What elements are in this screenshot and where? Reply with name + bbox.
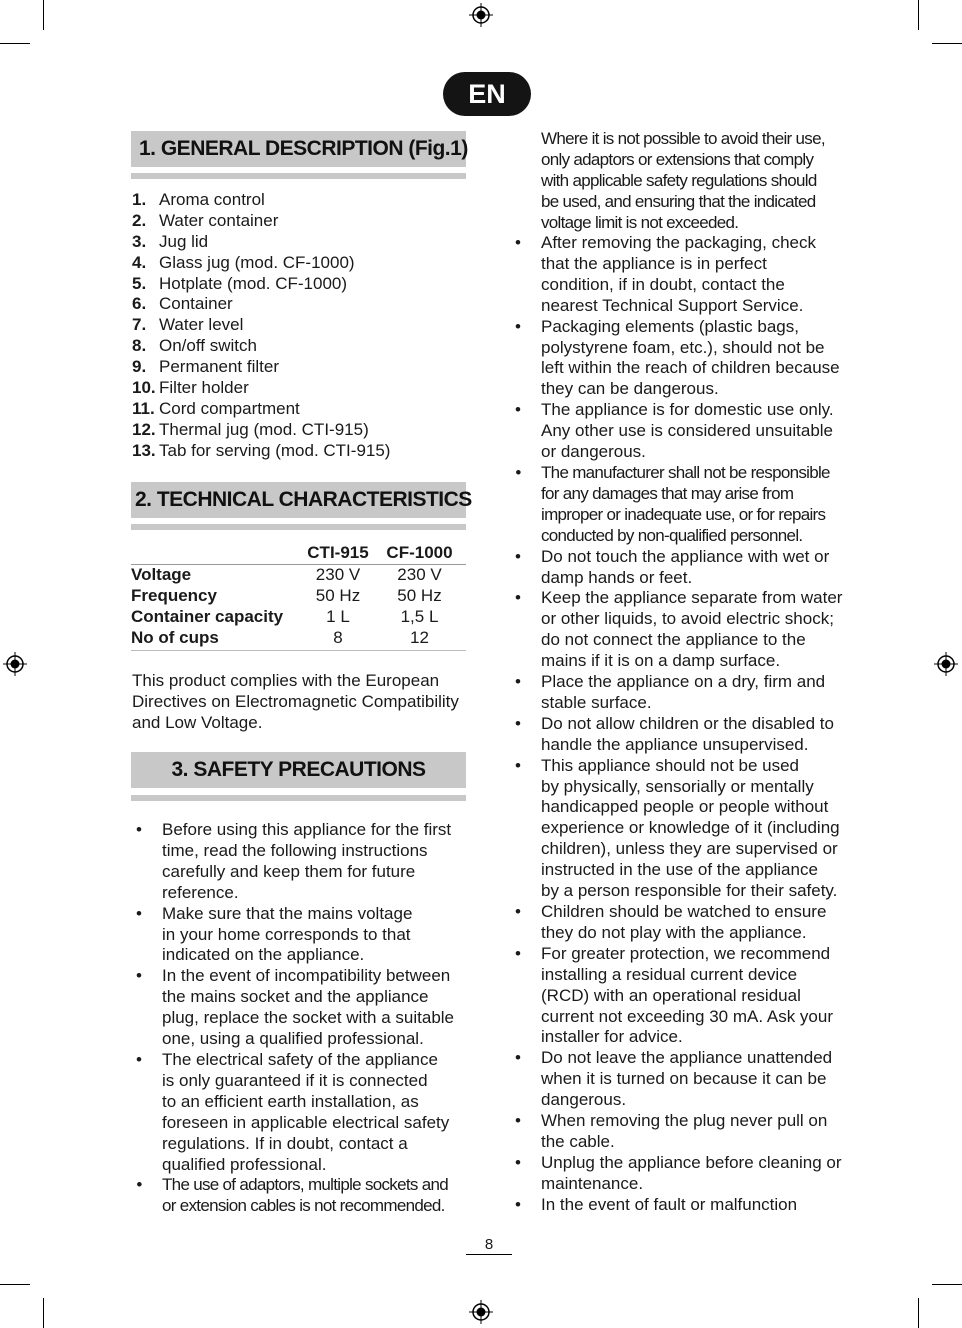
bullet-icon: • — [515, 902, 521, 921]
item-number: 8. — [132, 336, 147, 356]
text-line: polystyrene foam, etc.), should not be — [541, 337, 825, 357]
crop-mark — [932, 1284, 962, 1285]
text-line: When removing the plug never pull on — [541, 1111, 828, 1131]
table-header-cell: CTI-915 — [307, 543, 369, 562]
text-line: be used, and ensuring that the indicated — [541, 191, 816, 211]
table-header-cell — [131, 543, 303, 564]
list-item — [132, 399, 462, 420]
safety-bullets-right — [512, 233, 857, 1216]
bullet-icon: • — [136, 1175, 142, 1195]
list-item — [132, 315, 462, 336]
section-title: 1. GENERAL DESCRIPTION (Fig.1) — [139, 137, 468, 160]
list-item — [512, 1111, 857, 1153]
text-line: or extension cables is not recommended. — [162, 1196, 445, 1216]
text-line: damp hands or feet. — [541, 567, 693, 587]
item-number: 11. — [132, 398, 155, 418]
table-cell: Container capacity — [131, 606, 284, 626]
text-line: Keep the appliance separate from water — [541, 588, 843, 608]
text-line: In the event of incompatibility between — [162, 966, 451, 986]
text-line: when it is turned on because it can be — [541, 1069, 827, 1089]
list-item — [512, 1195, 857, 1216]
text-line: voltage limit is not exceeded. — [541, 212, 739, 232]
list-item — [132, 441, 462, 462]
text-line: handicapped people or people without — [541, 797, 829, 817]
item-label: Container — [159, 294, 233, 314]
bullet-icon: • — [515, 1194, 521, 1214]
compliance-paragraph — [132, 671, 472, 734]
section-technical-heading — [131, 482, 472, 518]
section-divider — [131, 524, 466, 530]
text-line: they can be dangerous. — [541, 379, 719, 399]
list-item — [512, 547, 857, 589]
text-line: current not exceeding 30 mA. Ask your — [541, 1006, 833, 1026]
text-line: Make sure that the mains voltage — [162, 903, 413, 923]
text-line: by physically, sensorially or mentally — [541, 776, 814, 796]
text-line: the mains socket and the appliance — [162, 987, 429, 1007]
item-number: 7. — [132, 315, 147, 335]
section-general-description-heading — [131, 131, 466, 167]
text-line: Children should be watched to ensure — [541, 902, 827, 921]
page-number-underline — [466, 1254, 512, 1255]
text-line: to an efficient earth installation, as — [162, 1091, 419, 1111]
list-item — [512, 1153, 857, 1195]
text-line: Do not touch the appliance with wet or — [541, 546, 830, 566]
section-divider — [131, 795, 466, 801]
list-item — [133, 1050, 473, 1175]
text-line: the cable. — [541, 1131, 615, 1151]
language-badge: EN — [443, 72, 531, 116]
text-line: After removing the packaging, check — [541, 233, 816, 252]
text-line: regulations. If in doubt, contact a — [162, 1133, 408, 1153]
text-line: (RCD) with an operational residual — [541, 985, 801, 1005]
text-line: The manufacturer shall not be responsible — [541, 462, 830, 482]
text-line: by a person responsible for their safety. — [541, 881, 838, 901]
item-number: 1. — [132, 190, 147, 209]
item-number: 3. — [132, 231, 147, 251]
text-line: for any damages that may arise from — [541, 483, 794, 503]
bullet-icon: • — [515, 1111, 521, 1131]
text-line: and Low Voltage. — [132, 712, 263, 732]
bullet-icon: • — [515, 755, 521, 775]
text-line: left within the reach of children because — [541, 358, 840, 378]
bullet-icon: • — [515, 546, 521, 566]
bullet-icon: • — [136, 903, 142, 923]
table-row — [131, 628, 466, 651]
item-number: 9. — [132, 357, 147, 377]
list-item — [512, 317, 857, 401]
text-line: The electrical safety of the appliance — [162, 1049, 438, 1069]
table-cell: 12 — [410, 627, 429, 647]
table-row — [131, 586, 466, 607]
text-line: one, using a qualified professional. — [162, 1029, 424, 1049]
registration-mark-icon — [469, 3, 493, 27]
text-line: This product complies with the European — [132, 671, 440, 690]
bullet-icon: • — [136, 966, 142, 986]
list-item — [132, 253, 462, 274]
text-line: nearest Technical Support Service. — [541, 295, 804, 315]
table-cell: 8 — [333, 627, 343, 647]
text-line: do not connect the appliance to the — [541, 630, 806, 650]
text-line: Directives on Electromagnetic Compatibility — [132, 691, 459, 711]
page-number: 8 — [484, 1236, 494, 1253]
text-line: stable surface. — [541, 692, 652, 712]
section-title: 3. SAFETY PRECAUTIONS — [171, 758, 426, 781]
text-line: Any other use is considered unsuitable — [541, 421, 834, 441]
text-line: installer for advice. — [541, 1027, 683, 1047]
crop-mark — [918, 1298, 919, 1328]
item-number: 13. — [132, 440, 156, 460]
bullet-icon: • — [515, 672, 521, 692]
text-line: with applicable safety regulations should — [541, 170, 817, 190]
list-item — [133, 904, 473, 967]
text-line: condition, if in doubt, contact the — [541, 274, 785, 294]
table-cell: Voltage — [131, 564, 192, 584]
text-line: improper or inadequate use, or for repairs — [541, 504, 826, 524]
bullet-icon: • — [515, 943, 521, 963]
table-cell: Frequency — [131, 585, 217, 605]
crop-mark — [43, 1298, 44, 1328]
item-number: 10. — [132, 378, 156, 398]
crop-mark — [918, 0, 919, 30]
continuation-paragraph — [541, 129, 861, 234]
item-label: Cord compartment — [159, 398, 300, 418]
text-line: only adaptors or extensions that comply — [541, 149, 814, 169]
text-line: This appliance should not be used — [541, 755, 800, 775]
registration-mark-icon — [3, 652, 27, 676]
parts-list — [132, 190, 462, 462]
section-safety-heading — [131, 752, 466, 788]
list-item — [132, 357, 462, 378]
text-line: Packaging elements (plastic bags, — [541, 316, 799, 336]
text-line: In the event of fault or malfunction — [541, 1194, 798, 1214]
text-line: indicated on the appliance. — [162, 945, 365, 965]
list-item — [132, 211, 462, 232]
bullet-icon: • — [136, 820, 142, 839]
list-item — [512, 756, 857, 902]
list-item — [132, 336, 462, 357]
list-item — [132, 294, 462, 315]
crop-mark — [932, 43, 962, 44]
list-item — [512, 463, 857, 547]
bullet-icon: • — [515, 316, 521, 336]
text-line: they do not play with the appliance. — [541, 922, 807, 942]
item-label: On/off switch — [159, 336, 257, 356]
item-label: Jug lid — [159, 231, 209, 251]
crop-mark — [0, 43, 30, 44]
table-cell: 1 L — [326, 606, 350, 626]
bullet-icon: • — [515, 713, 521, 733]
table-cell: 50 Hz — [315, 585, 361, 605]
text-line: carefully and keep them for future — [162, 861, 416, 881]
item-label: Thermal jug (mod. CTI-915) — [159, 419, 369, 439]
technical-table — [131, 543, 466, 651]
text-line: maintenance. — [541, 1173, 644, 1193]
item-label: Filter holder — [159, 378, 249, 398]
text-line: reference. — [162, 882, 239, 902]
item-label: Water container — [159, 210, 279, 230]
section-title: 2. TECHNICAL CHARACTERISTICS — [135, 488, 472, 511]
text-line: conducted by non-qualified personnel. — [541, 525, 803, 545]
text-line: mains if it is on a damp surface. — [541, 651, 781, 671]
text-line: qualified professional. — [162, 1154, 327, 1174]
table-cell: 50 Hz — [397, 585, 442, 605]
text-line: Before using this appliance for the first — [162, 820, 452, 839]
item-label: Permanent filter — [159, 357, 279, 377]
crop-mark — [0, 1284, 30, 1285]
safety-bullets-left — [133, 820, 473, 1217]
table-cell: 1,5 L — [400, 606, 439, 626]
text-line: The use of adaptors, multiple sockets and — [162, 1175, 448, 1195]
list-item — [132, 232, 462, 253]
text-line: installing a residual current device — [541, 964, 798, 984]
text-line: dangerous. — [541, 1090, 627, 1110]
text-line: or dangerous. — [541, 442, 646, 462]
item-number: 6. — [132, 294, 147, 314]
list-item — [132, 274, 462, 295]
registration-mark-icon — [469, 1300, 493, 1324]
list-item — [512, 714, 857, 756]
item-label: Glass jug (mod. CF-1000) — [159, 252, 355, 272]
item-label: Aroma control — [159, 190, 265, 209]
table-row — [131, 607, 466, 628]
text-line: Place the appliance on a dry, firm and — [541, 672, 826, 692]
text-line: instructed in the use of the appliance — [541, 860, 818, 880]
table-cell: 230 V — [397, 564, 442, 584]
text-line: that the appliance is in perfect — [541, 253, 767, 273]
list-item — [512, 944, 857, 1049]
list-item — [132, 190, 462, 211]
list-item — [133, 820, 473, 904]
text-line: foreseen in applicable electrical safety — [162, 1112, 450, 1132]
bullet-icon: • — [515, 1048, 521, 1068]
list-item — [512, 233, 857, 317]
list-item — [512, 1048, 857, 1111]
bullet-icon: • — [515, 1152, 521, 1172]
item-label: Hotplate (mod. CF-1000) — [159, 273, 348, 293]
list-item — [132, 420, 462, 441]
text-line: experience or knowledge of it (including — [541, 818, 840, 838]
item-number: 4. — [132, 252, 147, 272]
item-label: Water level — [159, 315, 244, 335]
table-cell: 230 V — [315, 564, 361, 584]
table-header-cell: CF-1000 — [386, 543, 453, 562]
text-line: or other liquids, to avoid electric shock; — [541, 609, 834, 629]
list-item — [132, 378, 462, 399]
list-item — [512, 400, 857, 463]
text-line: Where it is not possible to avoid their use, — [541, 129, 825, 148]
text-line: Unplug the appliance before cleaning or — [541, 1152, 842, 1172]
list-item — [512, 672, 857, 714]
list-item — [512, 902, 857, 944]
table-row — [131, 565, 466, 586]
text-line: The appliance is for domestic use only. — [541, 400, 834, 420]
text-line: time, read the following instructions — [162, 840, 428, 860]
text-line: handle the appliance unsupervised. — [541, 734, 809, 754]
text-line: is only guaranteed if it is connected — [162, 1070, 428, 1090]
list-item — [512, 588, 857, 672]
item-number: 2. — [132, 210, 147, 230]
text-line: Do not leave the appliance unattended — [541, 1048, 833, 1068]
list-item — [133, 966, 473, 1050]
text-line: For greater protection, we recommend — [541, 943, 831, 963]
item-number: 12. — [132, 419, 156, 439]
item-number: 5. — [132, 273, 147, 293]
section-divider — [131, 173, 466, 179]
list-item — [133, 1175, 473, 1217]
bullet-icon: • — [515, 462, 521, 482]
item-label: Tab for serving (mod. CTI-915) — [159, 440, 391, 460]
table-cell: No of cups — [131, 627, 219, 647]
text-line: children), unless they are supervised or — [541, 839, 838, 859]
table-header-row — [131, 543, 466, 565]
bullet-icon: • — [136, 1049, 142, 1069]
text-line: in your home corresponds to that — [162, 924, 411, 944]
registration-mark-icon — [934, 652, 958, 676]
text-line: plug, replace the socket with a suitable — [162, 1008, 455, 1028]
crop-mark — [43, 0, 44, 30]
text-line: Do not allow children or the disabled to — [541, 713, 834, 733]
bullet-icon: • — [515, 233, 521, 252]
bullet-icon: • — [515, 400, 521, 420]
bullet-icon: • — [515, 588, 521, 608]
